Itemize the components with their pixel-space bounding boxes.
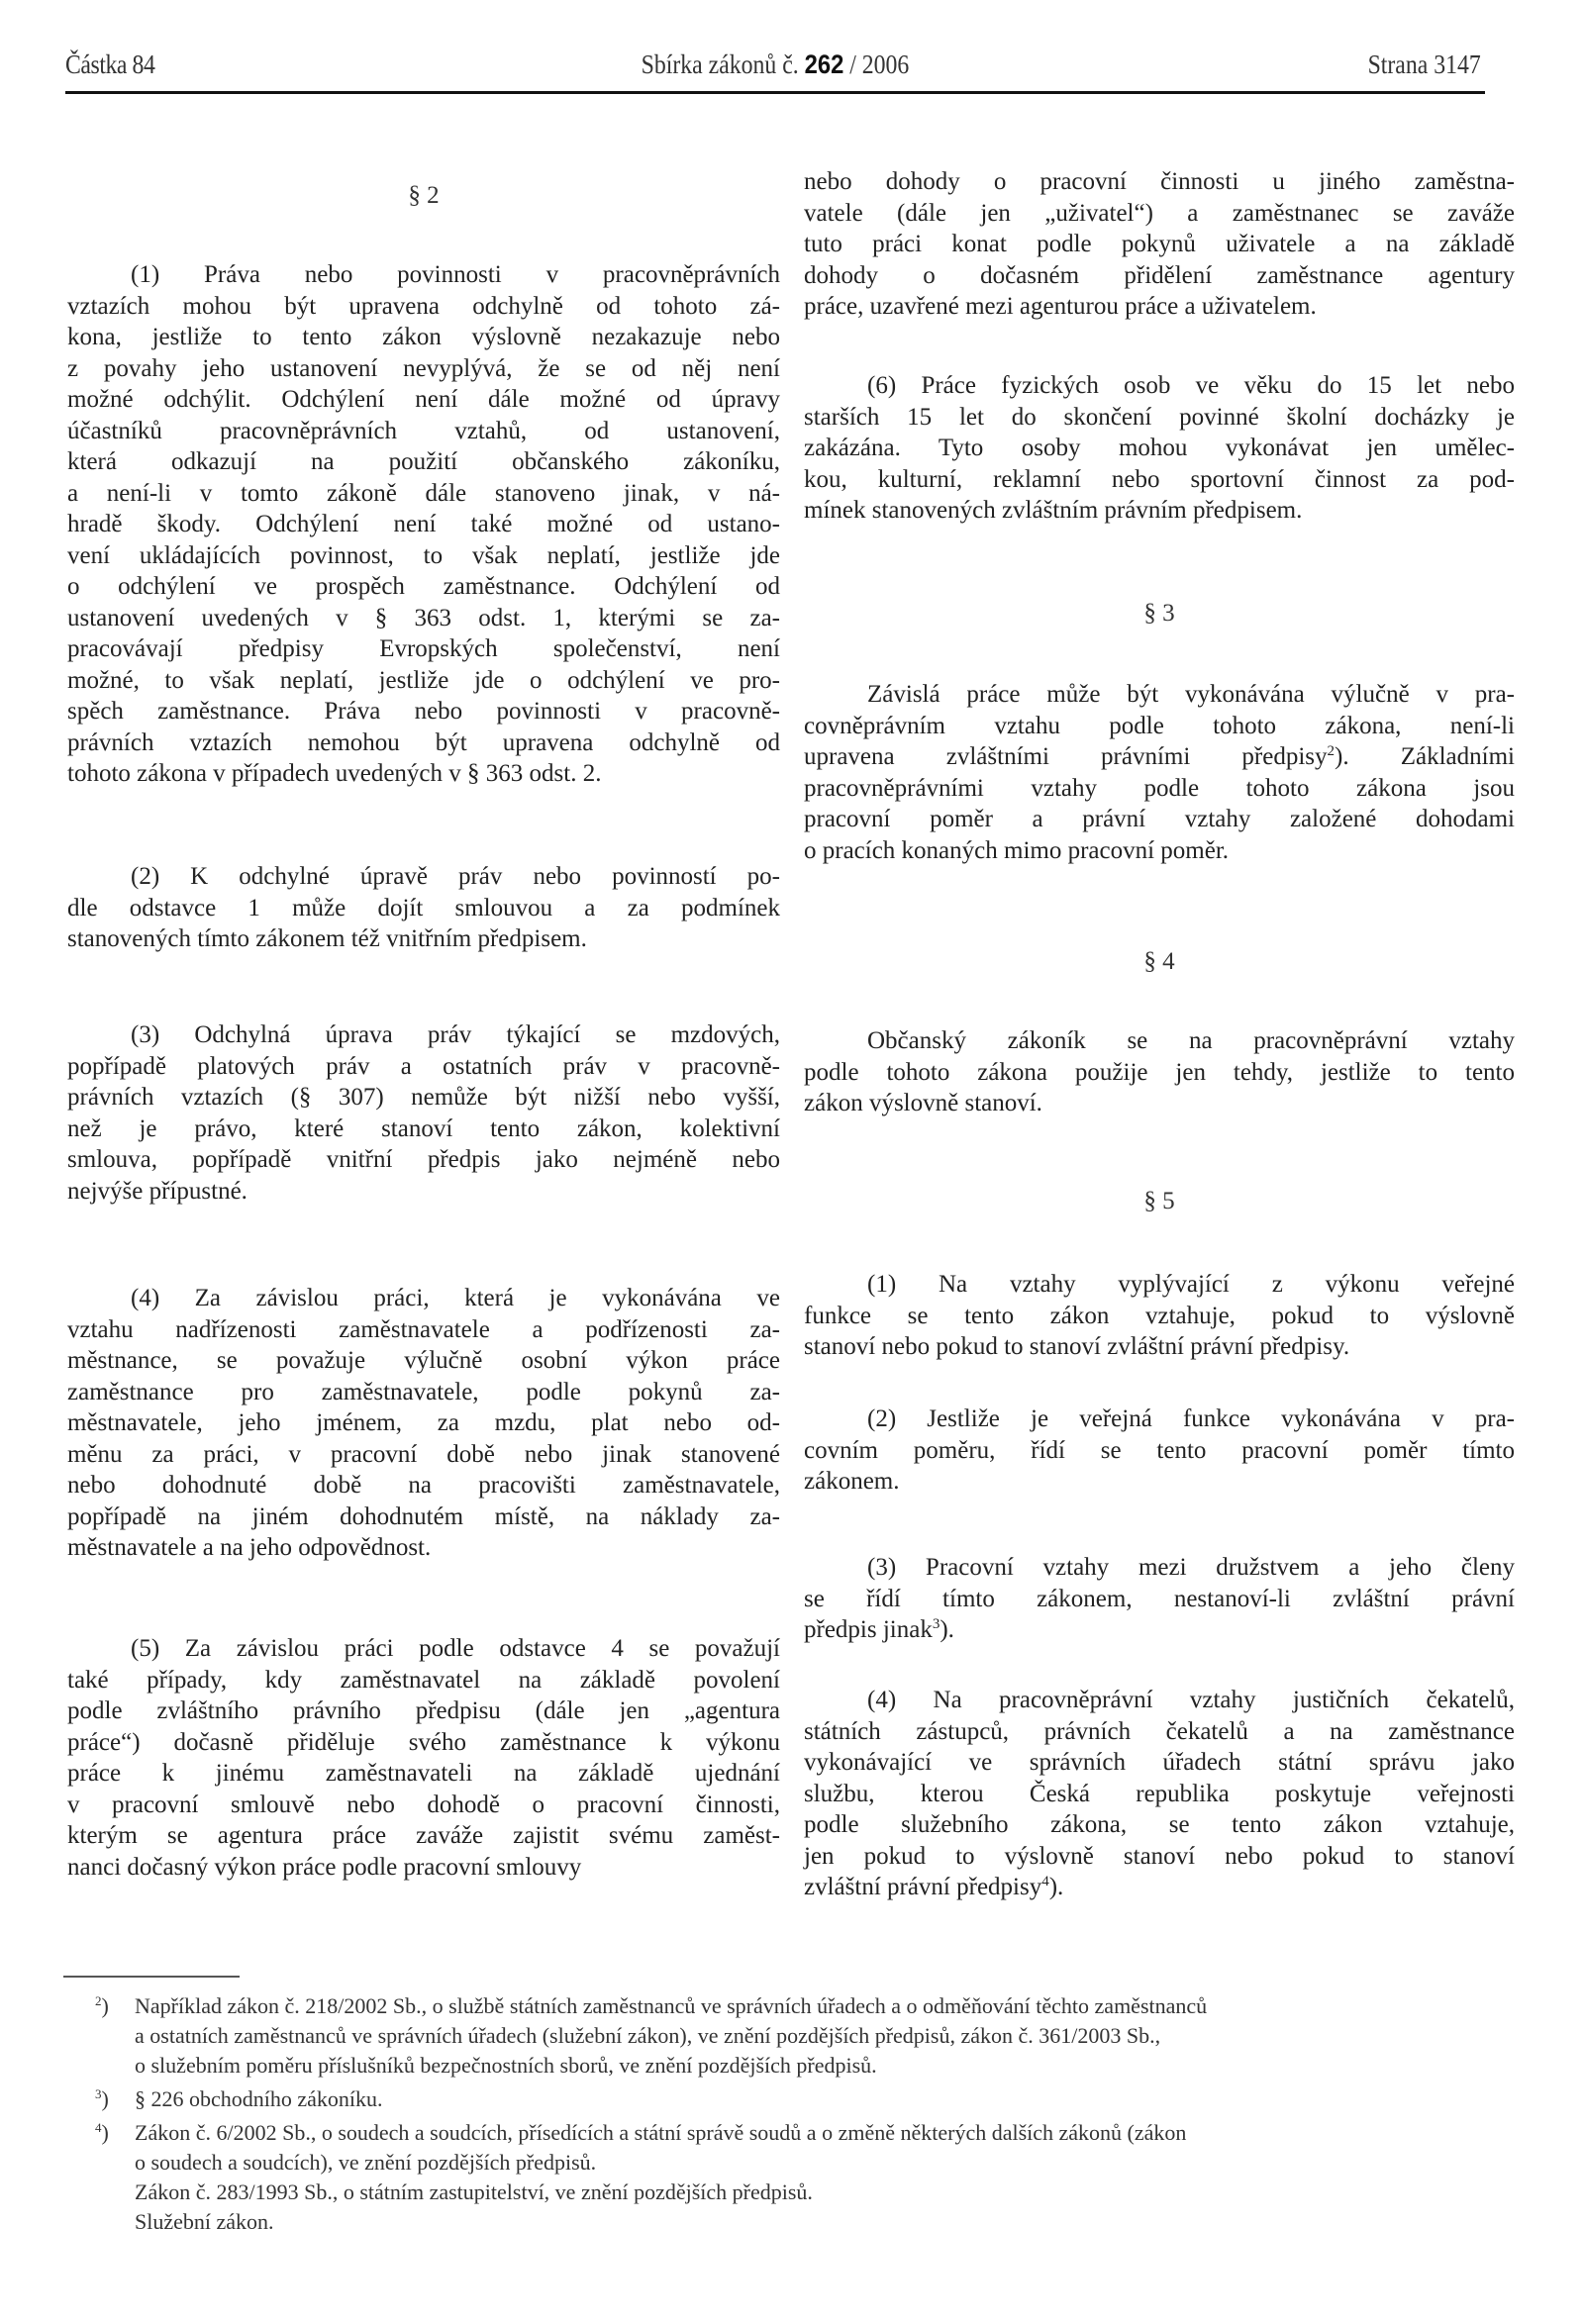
footnote-ref-4[interactable]: 4 (1041, 1874, 1049, 1889)
section-3-title: § 3 (1143, 600, 1175, 627)
footnote-number: 2 (95, 1993, 102, 2008)
footnote-mark: $^2$) (95, 1993, 109, 2018)
text-line: tuto práci konat podle pokynů uživatele a na základě (804, 231, 1515, 257)
text-line: státních zástupců, právních čekatelů a na zaměstnance (804, 1717, 1515, 1745)
paragraph-2-1 (67, 259, 780, 790)
paragraph-5-4 (804, 1685, 1515, 1903)
text-line: (5) Za závislou práci podle odstavce 4 se považují (131, 1635, 780, 1662)
text-line (804, 1614, 1515, 1646)
footnote-ref-3[interactable]: 3 (932, 1616, 940, 1632)
text-line: hradě škody. Odchýlení není také možné od ustano- (67, 511, 780, 537)
text-line: pracovávají předpisy Evropských společenství, není (67, 635, 780, 662)
text-line: právních vztazích nemohou být upravena odchylně od (67, 728, 780, 756)
section-2-title: § 2 (408, 182, 440, 209)
text-line: (3) Odchylná úprava práv týkající se mzdových, (131, 1021, 780, 1048)
footnote-line: a ostatních zaměstnanců ve správních úřadech (služební zákon), ve znění pozdějších předpisů, zákon č. 361/2003 Sb., (135, 2023, 1161, 2048)
section-4-title: § 4 (1143, 948, 1175, 975)
text-line: zákon výslovně stanoví. (804, 1090, 1042, 1116)
text-line: vení ukládajících povinnost, to však neplatí, jestliže jde (67, 541, 780, 569)
text-fragment: ). (1048, 1874, 1064, 1900)
text-line: nanci dočasný výkon práce podle pracovní smlouvy (67, 1853, 582, 1881)
text-line: práce k jinému zaměstnavateli na základě ujednání (67, 1760, 780, 1787)
footnote-ref-2[interactable]: 2 (1327, 743, 1336, 759)
text-line: o pracích konaných mimo pracovní poměr. (804, 836, 1230, 864)
text-line: popřípadě na jiném dohodnutém místě, na náklady za- (67, 1502, 780, 1530)
text-line: možné odchýlit. Odchýlení není dále možné od úpravy (67, 386, 780, 413)
text-line: která odkazují na použití občanského zákoníku, (67, 448, 780, 475)
paragraph-5-3 (804, 1552, 1515, 1646)
gazette-title (150, 49, 1400, 80)
text-line: zaměstnance pro zaměstnavatele, podle pokynů za- (67, 1378, 780, 1405)
section-3-text (804, 679, 1515, 866)
text-line: o odchýlení ve prospěch zaměstnance. Odchýlení od (67, 573, 780, 600)
footnote-line: o soudech a soudcích), ve znění pozdějších předpisů. (135, 2150, 597, 2175)
text-line: zákonem. (804, 1468, 900, 1495)
footnote-4 (95, 2118, 1521, 2237)
footnote-line: § 226 obchodního zákoníku. (135, 2086, 383, 2111)
text-line: měnu za práci, v pracovní době nebo jinak stanovené (67, 1440, 780, 1468)
paragraph-5-1 (804, 1269, 1515, 1363)
text-line: kona, jestliže to tento zákon výslovně nezakazuje nebo (67, 324, 780, 350)
footnote-line: Zákon č. 283/1993 Sb., o státním zastupitelství, ve znění pozdějších předpisů. (135, 2179, 813, 2204)
paragraph-2-5 (67, 1633, 780, 1883)
text-line: v pracovní smlouvě nebo dohodě o pracovní činnosti, (67, 1791, 780, 1818)
text-line: smlouva, popřípadě vnitřní předpis jako nejméně nebo (67, 1146, 780, 1173)
issue-part: Částka 84 (65, 49, 155, 79)
text-line: podle zvláštního právního předpisu (dále jen „agentura (67, 1697, 780, 1724)
text-line: (6) Práce fyzických osob ve věku do 15 let nebo (867, 372, 1515, 399)
text-line: nebo dohodnuté době na pracovišti zaměstnavatele, (67, 1472, 780, 1499)
text-line: podle služebního zákona, se tento zákon vztahuje, (804, 1811, 1515, 1838)
footnotes (95, 1991, 1521, 2241)
text-line: z povahy jeho ustanovení nevyplývá, že se od něj není (67, 354, 780, 382)
paragraph-2-6 (804, 370, 1515, 527)
text-line: také případy, kdy zaměstnavatel na základě povolení (67, 1666, 780, 1694)
paragraph-5-2 (804, 1404, 1515, 1498)
text-line: kterým se agentura práce zaváže zajistit svému zaměst- (67, 1822, 780, 1849)
text-line: městnavatele a na jeho odpovědnost. (67, 1534, 432, 1561)
paragraph-2-4 (67, 1283, 780, 1564)
text-line: covním poměru, řídí se tento pracovní poměr tímto (804, 1436, 1515, 1464)
page-header (65, 49, 1485, 89)
text-line: starších 15 let do skončení povinné školní docházky je (804, 403, 1515, 431)
text-line: práce, uzavřené mezi agenturou práce a uživatelem. (804, 293, 1317, 320)
text-line: (3) Pracovní vztahy mezi družstvem a jeho členy (867, 1554, 1515, 1581)
footnote-number: 3 (95, 2086, 102, 2101)
text-fragment: ). (940, 1616, 954, 1643)
text-line: spěch zaměstnance. Práva nebo povinnosti v pracovně- (67, 698, 780, 725)
text-line: a není-li v tomto zákoně dále stanoveno jinak, v ná- (67, 479, 780, 507)
gazette-title-prefix: Sbírka zákonů č. (641, 49, 799, 79)
footnote-2 (95, 1991, 1521, 2081)
text-line: (2) Jestliže je veřejná funkce vykonávána v pra- (867, 1405, 1515, 1432)
paragraph-2-3 (67, 1019, 780, 1207)
header-divider (65, 91, 1485, 94)
text-line: Závislá práce může být vykonávána výlučně v pra- (867, 681, 1515, 708)
text-line: vztahu nadřízenosti zaměstnavatele a podřízenosti za- (67, 1315, 780, 1343)
text-line: práce“) dočasně přiděluje svého zaměstnance k výkonu (67, 1728, 780, 1756)
text-line: (1) Na vztahy vyplývající z výkonu veřejné (867, 1271, 1515, 1298)
footnote-line: o služebním poměru příslušníků bezpečnostních sborů, ve znění pozdějších předpisů. (135, 2053, 877, 2078)
text-line: vztazích mohou být upravena odchylně od tohoto zá- (67, 292, 780, 320)
text-line: než je právo, které stanoví tento zákon, kolektivní (67, 1114, 780, 1142)
footnote-3 (95, 2084, 1521, 2114)
text-line: vykonávající ve správních úřadech státní správu jako (804, 1749, 1515, 1776)
text-line: funkce se tento zákon vztahuje, pokud to výslovně (804, 1302, 1515, 1329)
text-line: popřípadě platových práv a ostatních práv v pracovně- (67, 1052, 780, 1080)
text-line: pracovní poměr a právní vztahy založené dohodami (804, 806, 1515, 832)
text-line: účastníků pracovněprávních vztahů, od ustanovení, (67, 417, 780, 444)
text-line: zakázána. Tyto osoby mohou vykonávat jen umělec- (804, 435, 1515, 461)
text-line: stanoví nebo pokud to stanoví zvláštní právní předpisy. (804, 1333, 1350, 1360)
text-line: nejvýše přípustné. (67, 1177, 248, 1205)
text-line: Občanský zákoník se na pracovněprávní vztahy (867, 1027, 1515, 1054)
text-line: kou, kulturní, reklamní nebo sportovní činnost za pod- (804, 465, 1515, 493)
text-line: možné, to však neplatí, jestliže jde o odchýlení ve pro- (67, 666, 780, 694)
text-line: městnance, se považuje výlučně osobní výkon práce (67, 1347, 780, 1374)
law-number: 262 (804, 49, 844, 79)
paragraph-2-2 (67, 861, 780, 955)
text-line: právních vztazích (§ 307) nemůže být nižší nebo vyšší, (67, 1084, 780, 1111)
text-line: tohoto zákona v případech uvedených v § 363 odst. 2. (67, 760, 602, 787)
text-fragment: ). Základními (1335, 743, 1515, 770)
paragraph-2-5-continued (804, 166, 1515, 323)
law-year: / 2006 (849, 49, 910, 79)
text-fragment: zvláštní právní předpisy (804, 1874, 1042, 1900)
footnote-divider (63, 1976, 240, 1978)
text-line: nebo dohody o pracovní činnosti u jiného zaměstna- (804, 168, 1515, 195)
footnote-mark: $^3$) (95, 2086, 109, 2111)
text-line (804, 741, 1515, 773)
text-line: (4) Na pracovněprávní vztahy justičních čekatelů, (867, 1687, 1515, 1713)
text-line: covněprávním vztahu podle tohoto zákona, není-li (804, 712, 1515, 739)
text-line: stanovených tímto zákonem též vnitřním předpisem. (67, 925, 587, 952)
text-line: (4) Za závislou práci, která je vykonávána ve (131, 1285, 780, 1311)
text-fragment: upravena zvláštními právními předpisy (804, 743, 1328, 770)
text-line: vatele (dále jen „uživatel“) a zaměstnanec se zaváže (804, 199, 1515, 227)
section-5-title: § 5 (1143, 1188, 1175, 1214)
footnote-line: Služební zákon. (135, 2209, 274, 2234)
footnote-mark: $^4$) (95, 2120, 109, 2145)
footnote-line: Například zákon č. 218/2002 Sb., o službě státních zaměstnanců ve správních úřadech a o odměňování těchto zaměstnanců (135, 1993, 1208, 2018)
text-line: (1) Práva nebo povinnosti v pracovněprávních (131, 261, 780, 288)
footnote-line: Zákon č. 6/2002 Sb., o soudech a soudcích, přísedících a státní správě soudů a o změně některých dalších zákonů (zákon (135, 2120, 1187, 2145)
text-line: dle odstavce 1 může dojít smlouvou a za podmínek (67, 894, 780, 921)
page-number: Strana 3147 (1367, 49, 1481, 79)
text-line: (2) K odchylné úpravě práv nebo povinností po- (131, 863, 780, 890)
text-fragment: předpis jinak (804, 1616, 933, 1643)
text-line: podle tohoto zákona použije jen tehdy, jestliže to tento (804, 1058, 1515, 1086)
text-line: službu, kterou Česká republika poskytuje veřejnosti (804, 1780, 1515, 1807)
text-line: městnavatele, jeho jménem, za mzdu, plat nebo od- (67, 1409, 780, 1436)
text-line: se řídí tímto zákonem, nestanoví-li zvláštní právní (804, 1585, 1515, 1612)
text-line: pracovněprávními vztahy podle tohoto zákona jsou (804, 774, 1515, 802)
text-line: dohody o dočasném přidělení zaměstnance agentury (804, 261, 1515, 289)
text-line (804, 1872, 1515, 1903)
text-line: mínek stanovených zvláštním právním předpisem. (804, 497, 1303, 524)
text-line: jen pokud to výslovně stanoví nebo pokud to stanoví (804, 1842, 1515, 1870)
footnote-number: 4 (95, 2120, 102, 2135)
section-4-text (804, 1025, 1515, 1119)
text-line: ustanovení uvedených v § 363 odst. 1, kterými se za- (67, 604, 780, 631)
